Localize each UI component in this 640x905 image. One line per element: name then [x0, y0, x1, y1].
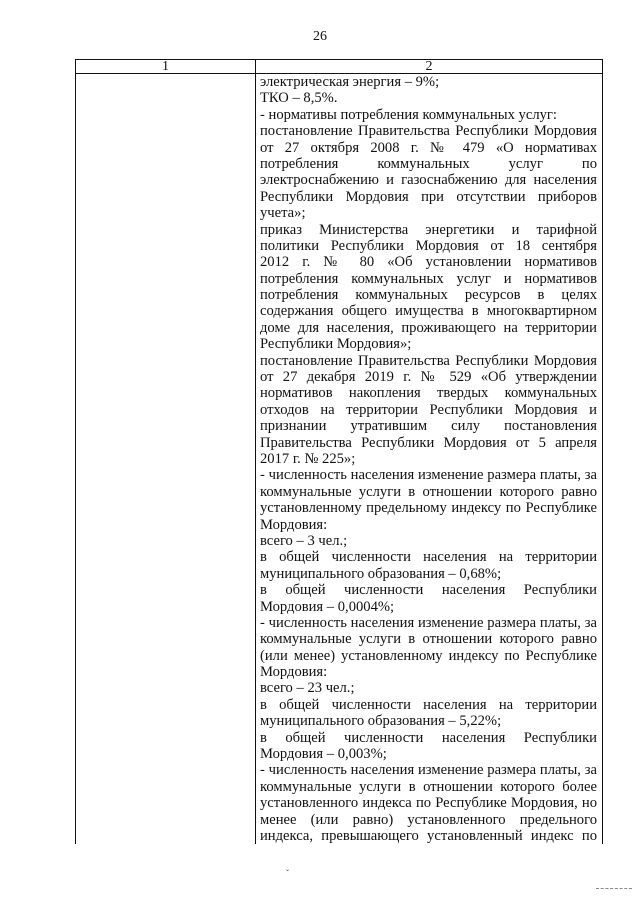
text-line: постановление Правительства Республики Мордовия — [260, 352, 597, 369]
table-cell-col2 — [256, 74, 603, 845]
text-line: 2012 г. № 80 «Об установлении нормативов — [260, 254, 597, 271]
text-line: - нормативы потребления коммунальных услуг: — [260, 106, 557, 123]
text-line: учета»; — [260, 205, 306, 222]
page-number: 26 — [313, 29, 327, 44]
bottom-mark: ˇ — [286, 868, 289, 878]
text-line: коммунальные услуги в отношении которого равно — [260, 483, 597, 500]
text-line: всего – 3 чел.; — [260, 532, 348, 549]
column-header-2: 2 — [256, 60, 603, 74]
text-line: Мордовия – 0,0004%; — [260, 598, 395, 615]
text-line: установленного индекса по Республике Мордовия, но — [260, 795, 597, 812]
text-line: Мордовия – 0,003%; — [260, 746, 387, 763]
text-line: менее (или равно) установленного предельного — [260, 811, 597, 828]
text-line: Республики Мордовия»; — [260, 336, 412, 353]
text-line: постановление Правительства Республики Мордовия — [260, 123, 597, 140]
scan-artifact-line — [596, 888, 632, 891]
text-line: в общей численности населения Республики — [260, 582, 597, 599]
table-header-row — [76, 60, 603, 74]
document-table — [75, 59, 603, 844]
text-line: Мордовия: — [260, 664, 328, 681]
text-line: содержания общего имущества в многоквартирном — [260, 303, 597, 320]
text-line: муниципального образования – 5,22%; — [260, 713, 502, 730]
text-line: доме для населения, проживающего на территории — [260, 319, 597, 336]
text-line: электроснабжению и газоснабжению для населения — [260, 172, 597, 189]
text-line: - численность населения изменение размера платы, за — [260, 762, 597, 779]
text-line: потребления коммунальных ресурсов в целях — [260, 287, 597, 304]
cell-text-block — [256, 74, 602, 844]
text-line: признании утратившим силу постановления — [260, 418, 597, 435]
text-line: от 27 декабря 2019 г. № 529 «Об утверждении — [260, 369, 597, 386]
text-line: приказ Министерства энергетики и тарифной — [260, 221, 597, 238]
text-line: отходов на территории Республики Мордовия и — [260, 401, 597, 418]
text-line: Правительства Республики Мордовия от 5 апреля — [260, 434, 597, 451]
text-line: Республики Мордовия при отсутствии приборов — [260, 188, 597, 205]
text-line: индекса, превышающего установленный индекс по — [260, 827, 597, 844]
text-line: в общей численности населения Республики — [260, 729, 597, 746]
text-line: 2017 г. № 225»; — [260, 450, 356, 467]
text-line: муниципального образования – 0,68%; — [260, 565, 502, 582]
text-line: коммунальные услуги в отношении которого более — [260, 778, 597, 795]
text-line: - численность населения изменение размера платы, за — [260, 614, 597, 631]
text-line: нормативов накопления твердых коммунальных — [260, 385, 597, 402]
text-line: Мордовия: — [260, 516, 328, 533]
column-header-1: 1 — [76, 60, 256, 74]
text-line: установленному предельному индексу по Республике — [260, 500, 597, 517]
text-line: ТКО – 8,5%. — [260, 90, 338, 107]
table-row — [76, 74, 603, 845]
text-line: потребления коммунальных услуг и нормативов — [260, 270, 597, 287]
text-line: всего – 23 чел.; — [260, 680, 355, 697]
text-line: коммунальные услуги в отношении которого равно — [260, 631, 597, 648]
text-line: электрическая энергия – 9%; — [260, 74, 440, 90]
text-line: от 27 октября 2008 г. № 479 «О нормативах — [260, 139, 597, 156]
text-line: в общей численности населения на территории — [260, 696, 597, 713]
text-line: - численность населения изменение размера платы, за — [260, 467, 597, 484]
table-cell-col1 — [76, 74, 256, 845]
text-line: политики Республики Мордовия от 18 сентября — [260, 237, 597, 254]
text-line: (или менее) установленному индексу по Республике — [260, 647, 597, 664]
text-line: в общей численности населения на территории — [260, 549, 597, 566]
text-line: потребления коммунальных услуг по — [260, 155, 597, 172]
